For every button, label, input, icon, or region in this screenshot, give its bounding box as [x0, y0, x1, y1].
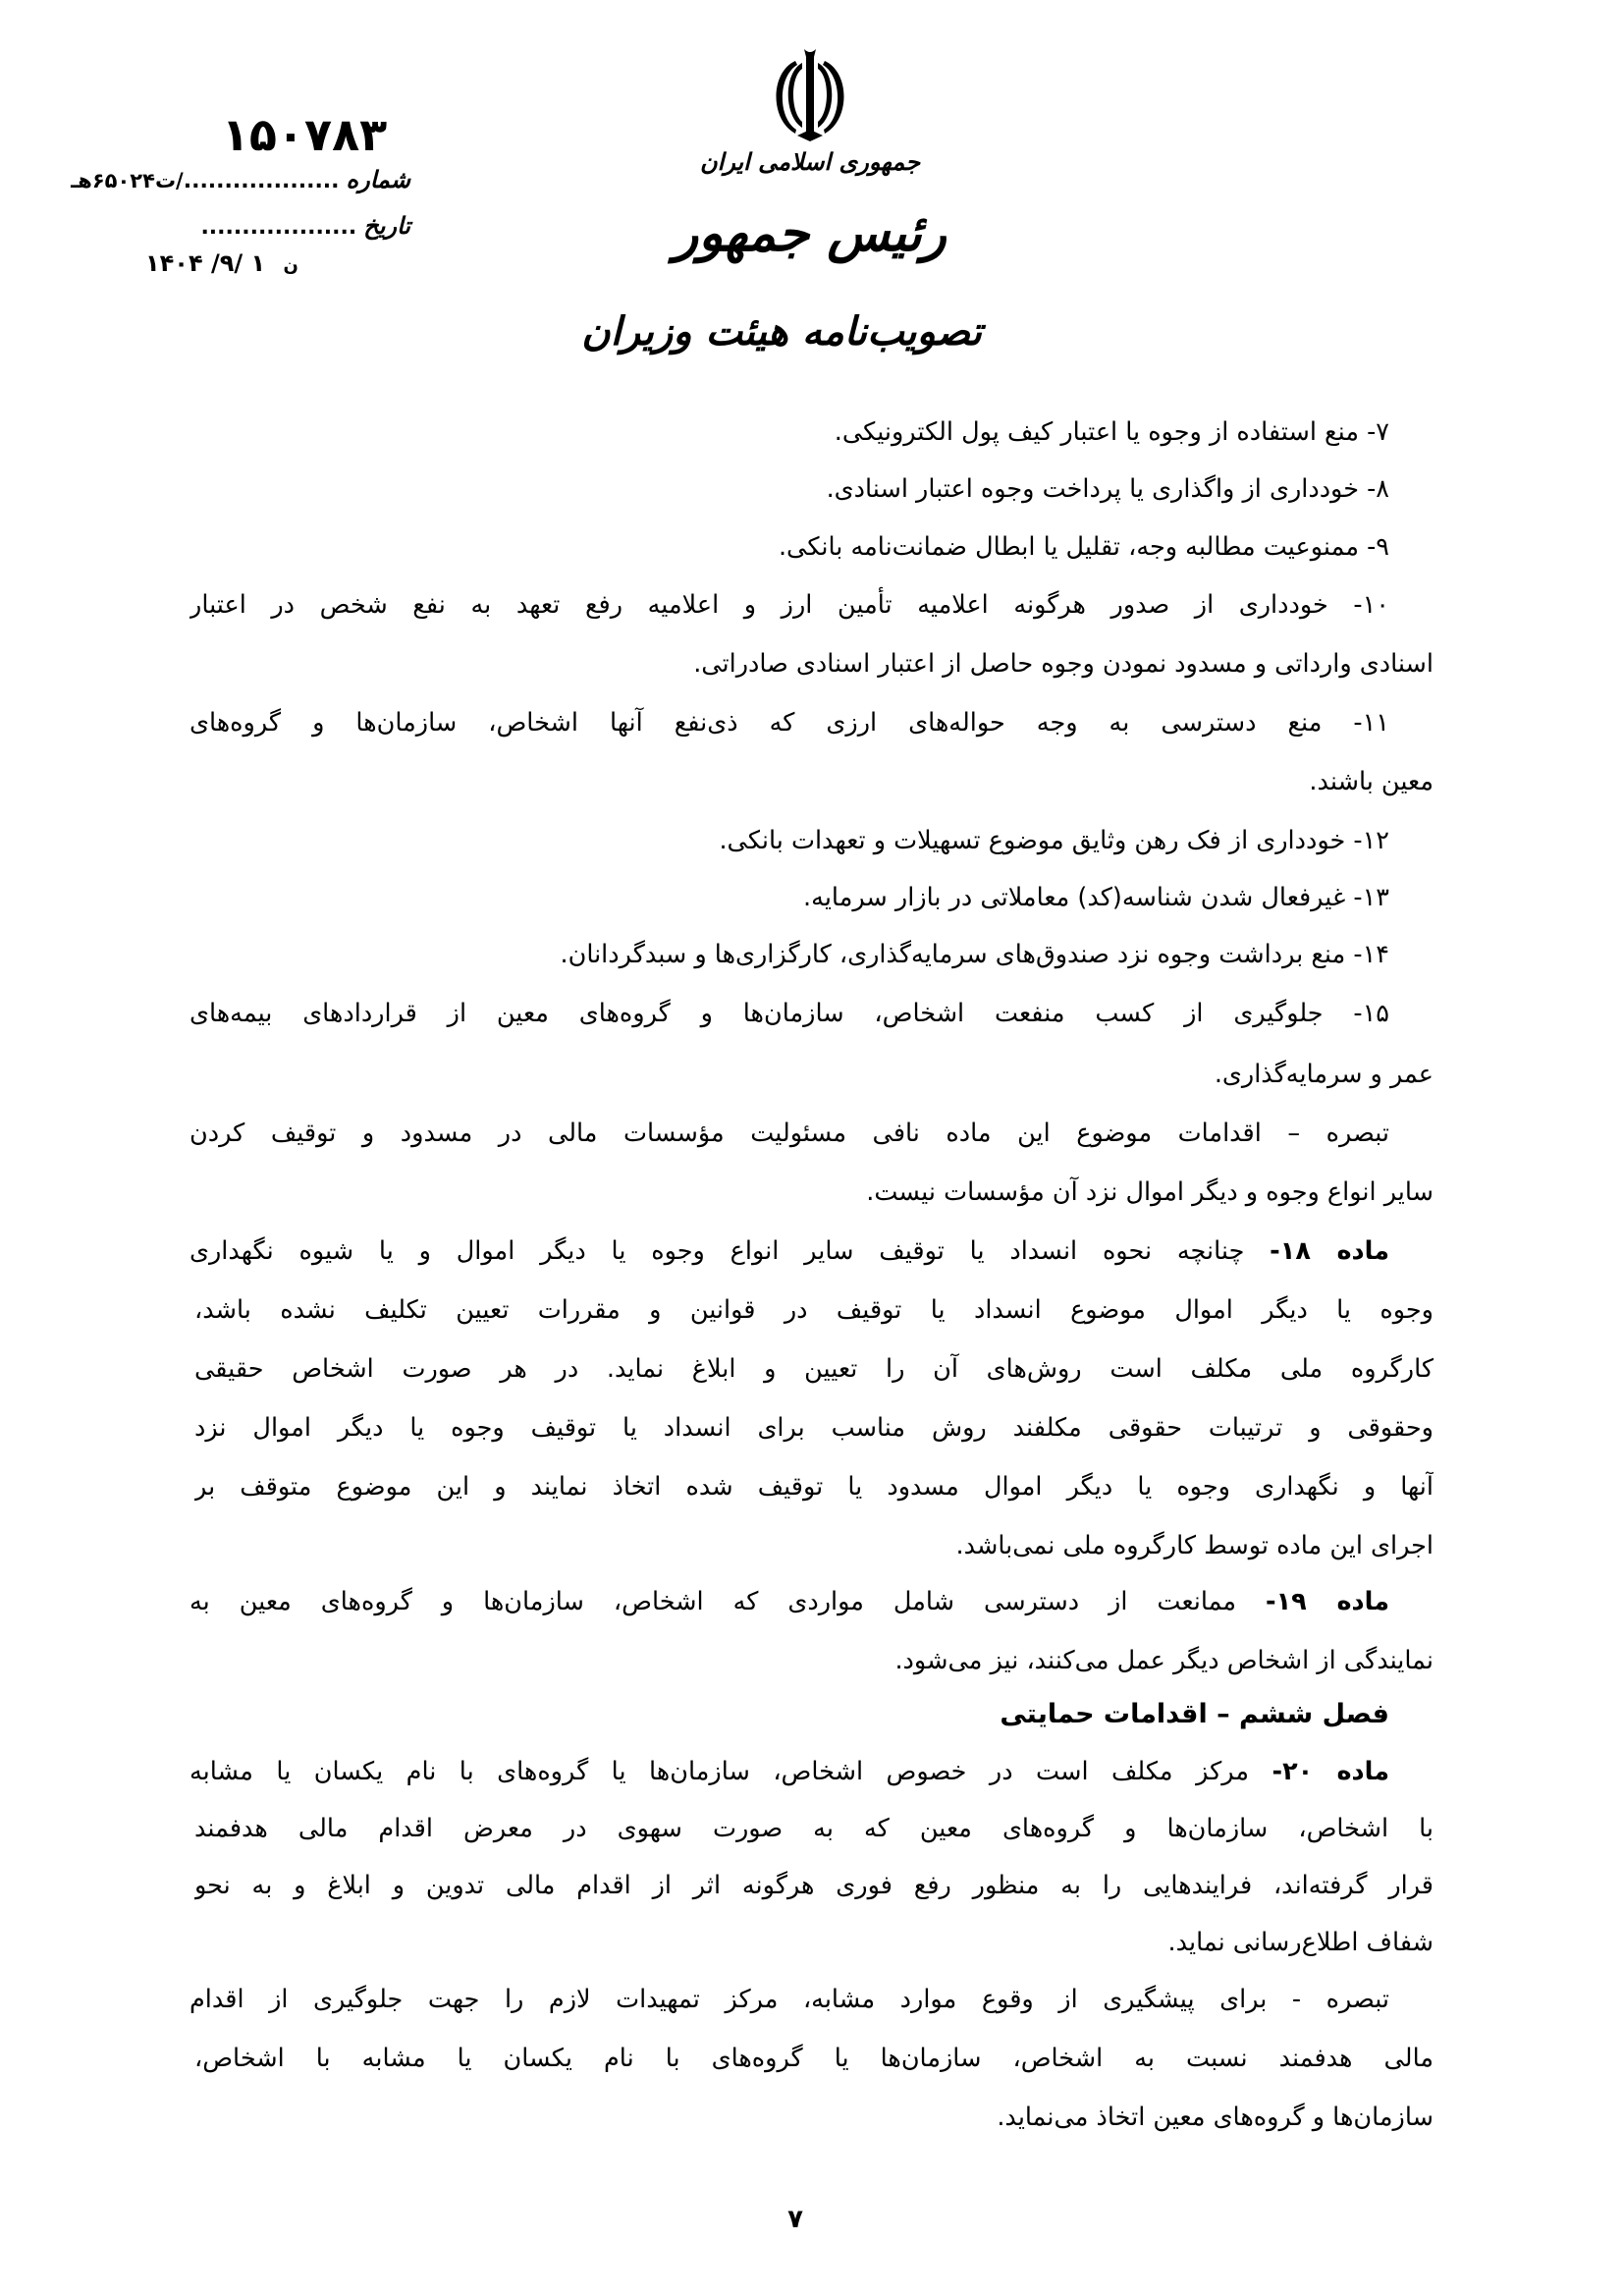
article-18-line-5: آنها و نگهداری وجوه یا دیگر اموال مسدود یا توقیف شده اتخاذ نمایند و این موضوع متوقف بر: [194, 1472, 1434, 1502]
chapter-6-heading: فصل ششم – اقدامات حمایتی: [1000, 1699, 1389, 1729]
note-2-line-3: سازمان‌ها و گروه‌های معین اتخاذ می‌نماید.: [997, 2103, 1434, 2132]
article-20-label: ماده ۲۰-: [1271, 1757, 1389, 1786]
date-value: ۱۴۰۴ /۹/ ۱: [145, 249, 266, 277]
article-19-label: ماده ۱۹-: [1266, 1587, 1389, 1616]
note-2-line-1: تبصره - برای پیشگیری از وقوع موارد مشابه، مرکز تمهیدات لازم را جهت جلوگیری از اقدام: [189, 1985, 1389, 2014]
reference-number: ۱۵۰۷۸۳: [221, 108, 388, 161]
item-10-line-2: اسنادی وارداتی و مسدود نمودن وجوه حاصل از اعتبار اسنادی صادراتی.: [693, 649, 1434, 679]
article-20-text: مرکز مکلف است در خصوص اشخاص، سازمان‌ها یا گروه‌های با نام یکسان یا مشابه: [189, 1757, 1272, 1786]
number-dots: ...................: [183, 169, 340, 193]
date-field: [200, 211, 410, 240]
number-field: [71, 165, 410, 193]
article-18-line-4: وحقوقی و ترتیبات حقوقی مکلفند روش مناسب برای انسداد یا توقیف وجوه یا دیگر اموال نزد: [194, 1413, 1434, 1443]
article-18-line-2: وجوه یا دیگر اموال موضوع انسداد یا توقیف در قوانین و مقررات تعیین تکلیف نشده باشد،: [194, 1295, 1434, 1325]
note-1-line-2: سایر انواع وجوه و دیگر اموال نزد آن مؤسسات نیست.: [866, 1177, 1434, 1207]
item-12: ۱۲- خودداری از فک رهن وثایق موضوع تسهیلات و تعهدات بانکی.: [719, 826, 1389, 855]
article-20-line-2: با اشخاص، سازمان‌ها و گروه‌های معین که به صورت سهوی در معرض اقدام مالی هدفمند: [194, 1814, 1434, 1843]
article-20-line-4: شفاف اطلاع‌رسانی نماید.: [1167, 1928, 1434, 1957]
article-19-line-2: نمایندگی از اشخاص دیگر عمل می‌کنند، نیز می‌شود.: [894, 1646, 1434, 1675]
item-7: ۷- منع استفاده از وجوه یا اعتبار کیف پول الکترونیکی.: [834, 417, 1389, 447]
date-prefix: ن: [283, 255, 298, 276]
item-15-line-2: عمر و سرمایه‌گذاری.: [1214, 1060, 1434, 1089]
item-9: ۹- ممنوعیت مطالبه وجه، تقلیل یا ابطال ضمانت‌نامه بانکی.: [778, 532, 1389, 562]
item-13: ۱۳- غیرفعال شدن شناسه(کد) معاملاتی در بازار سرمایه.: [803, 883, 1389, 912]
item-11-line-2: معین باشند.: [1309, 767, 1434, 796]
article-19-line-1: [189, 1578, 1389, 1625]
article-18-line-3: کارگروه ملی مکلف است روش‌های آن را تعیین و ابلاغ نماید. در هر صورت اشخاص حقیقی: [194, 1354, 1434, 1384]
article-19-text: ممانعت از دسترسی شامل مواردی که اشخاص، سازمان‌ها و گروه‌های معین به: [189, 1587, 1267, 1616]
item-8: ۸- خودداری از واگذاری یا پرداخت وجوه اعتبار اسنادی.: [826, 474, 1389, 504]
date-dots: ...................: [200, 215, 357, 240]
note-2-line-2: مالی هدفمند نسبت به اشخاص، سازمان‌ها یا گروه‌های با نام یکسان یا مشابه با اشخاص،: [194, 2044, 1434, 2073]
page-number: ۷: [787, 2205, 803, 2234]
note-1-line-1: تبصره – اقدامات موضوع این ماده نافی مسئولیت مؤسسات مالی در مسدود و توقیف کردن: [189, 1119, 1389, 1148]
republic-title: جمهوری اسلامی ایران: [699, 147, 921, 176]
article-20-line-3: قرار گرفته‌اند، فرایندهایی را به منظور رفع فوری هرگونه اثر از اقدام مالی تدوین و ابلاغ و به نحو: [194, 1871, 1434, 1900]
number-value: /ت۶۵۰۲۴هـ: [71, 169, 184, 192]
article-18-label: ماده ۱۸-: [1270, 1236, 1389, 1266]
item-10-line-1: ۱۰- خودداری از صدور هرگونه اعلامیه تأمین ارز و اعلامیه رفع تعهد به نفع شخص در اعتبار: [189, 590, 1389, 620]
approval-title: تصویب‌نامه هیئت وزیران: [581, 308, 982, 355]
article-18-text: چنانچه نحوه انسداد یا توقیف سایر انواع وجوه یا دیگر اموال و یا شیوه نگهداری: [189, 1236, 1271, 1266]
iran-emblem-icon: [756, 47, 864, 145]
article-20-line-1: [189, 1748, 1389, 1795]
date-label: تاریخ: [363, 211, 410, 240]
item-14: ۱۴- منع برداشت وجوه نزد صندوق‌های سرمایه‌گذاری، کارگزاری‌ها و سبدگردانان.: [560, 940, 1389, 969]
president-title: رئیس جمهور: [674, 203, 947, 263]
item-15-line-1: ۱۵- جلوگیری از کسب منفعت اشخاص، سازمان‌ها و گروه‌های معین از قراردادهای بیمه‌های: [189, 999, 1389, 1028]
date-value-row: [145, 249, 298, 277]
number-label: شماره: [346, 165, 410, 193]
article-18-line-6: اجرای این ماده توسط کارگروه ملی نمی‌باشد.: [955, 1531, 1434, 1560]
item-11-line-1: ۱۱- منع دسترسی به وجه حواله‌های ارزی که ذی‌نفع آنها اشخاص، سازمان‌ها و گروه‌های: [189, 708, 1389, 738]
article-18-line-1: [189, 1228, 1389, 1275]
